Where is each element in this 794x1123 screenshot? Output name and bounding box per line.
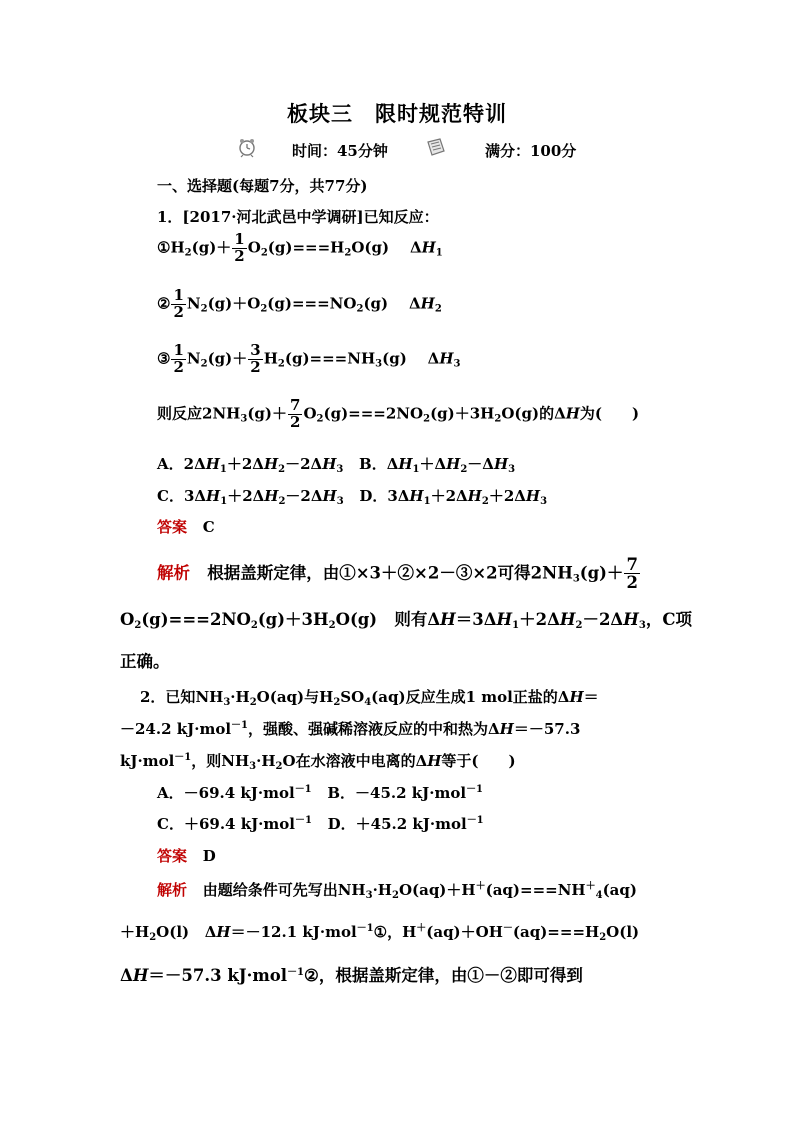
q2-analysis-line-2: $+H_2O(l)$ ΔH＝－12.1 kJ·mol$^{-1}$①，$H^+(aq)+OH^-(aq)===H_2O(l)$ [120, 923, 640, 943]
q2-answer [157, 845, 216, 866]
q2-option-a[interactable]: A．－69.4 kJ·mol$^{-1}$ [157, 784, 312, 802]
q1-option-a[interactable]: A．$2\Delta H_1+2\Delta H_2-2\Delta H_3$ [157, 455, 344, 475]
q2-analysis-text: 由题给条件可先写出 [202, 881, 338, 899]
q1-stem: 1．[2017·河北武邑中学调研]已知反应： [157, 208, 439, 226]
q1-option-c[interactable]: C．$3\Delta H_1+2\Delta H_2-2\Delta H_3$ [157, 487, 344, 507]
q2-option-b[interactable]: B．－45.2 kJ·mol$^{-1}$ [327, 784, 484, 802]
q1-analysis-line-1: 解析 根据盖斯定律，由①×3＋②×2－③×2可得$2NH_3(g)+$ $\frac{7}{2}$ [157, 555, 638, 593]
q2-analysis-tail: ，根据盖斯定律，由①－②即可得到 [318, 966, 583, 985]
q2-option-c[interactable]: C．＋69.4 kJ·mol$^{-1}$ [157, 815, 312, 833]
q2-answer-value: D [202, 847, 216, 865]
q1-analysis-line-2: $O_2(g)===2NO_2(g)+3H_2O(g)$ 则有$\Delta H=3\Delta H_1+2\Delta H_2-2\Delta H_3$，C项 [120, 610, 692, 631]
q2-analysis-label: 解析 [157, 881, 188, 899]
section-heading: 一、选择题(每题7分，共77分) [157, 177, 368, 195]
q1-options-row-2 [157, 485, 547, 506]
full-score: 满分：100分 [485, 142, 577, 160]
q2-options-row-1 [157, 782, 483, 803]
paper-icon [425, 136, 447, 158]
q1-option-d[interactable]: D．$3\Delta H_1+2\Delta H_2+2\Delta H_3$ [359, 487, 548, 507]
time-limit: 时间：45分钟 [292, 142, 388, 160]
q2-analysis-line-1: 解析 由题给条件可先写出$NH_3\cdot H_2O(aq)+H^+(aq)===NH^+_4(aq)$ [157, 881, 637, 901]
q2-option-d[interactable]: D．＋45.2 kJ·mol$^{-1}$ [327, 815, 484, 833]
q2-options-row-2 [157, 813, 484, 834]
q1-question: 则反应$2NH_3(g)+$ $\frac{7}{2}$ $O_2(g)===2NO_2(g)+3H_2O(g)$的ΔH为( ) [157, 396, 640, 431]
q1-analysis-text: 根据盖斯定律，由①×3＋②×2－③×2可得 [207, 563, 531, 583]
eq1-number: ① [157, 238, 171, 257]
q1-analysis-label: 解析 [157, 563, 190, 583]
q1-options-row-1 [157, 453, 515, 474]
q1-equation-3: ③ $\frac{1}{2}$ $N_2(g)+$ $\frac{3}{2}$ $H_2(g)===NH_3(g)$ $\Delta H_3$ [157, 341, 461, 376]
eq2-number: ② [157, 294, 171, 313]
q2-stem-prefix: 2．已知 [140, 688, 196, 706]
q2-stem-line-1: 2．已知$NH_3\cdot H_2O(aq)$与$H_2SO_4(aq)$反应生成1 mol正盐的ΔH＝ [140, 688, 599, 708]
q1-analysis-line-3: 正确。 [120, 652, 170, 671]
eq3-number: ③ [157, 349, 171, 368]
q1-ask-suffix: 为( ) [579, 404, 640, 423]
page-title: 板块三 限时规范特训 [287, 101, 507, 126]
q1-answer-label: 答案 [157, 518, 188, 536]
q1-answer [157, 516, 215, 537]
q1-option-b[interactable]: B．$\Delta H_1+\Delta H_2-\Delta H_3$ [359, 455, 516, 475]
q2-stem-line-2: －24.2 kJ·mol$^{-1}$，强酸、强碱稀溶液反应的中和热为ΔH＝－57.3 [120, 720, 581, 738]
q1-answer-value: C [202, 518, 215, 536]
clock-icon [236, 136, 258, 158]
q1-equation-2: ② $\frac{1}{2}$ $N_2(g)+O_2(g)===NO_2(g)$ $\Delta H_2$ [157, 286, 442, 321]
q2-analysis-line-3: ΔH＝－57.3 kJ·mol$^{-1}$②，根据盖斯定律，由①－②即可得到 [120, 966, 583, 985]
q2-stem-line-3: kJ·mol$^{-1}$，则$NH_3\cdot H_2O$在水溶液中电离的ΔH等于( ) [120, 752, 516, 772]
q1-equation-1: $①H_2(g)+$ $\frac{1}{2}$ $O_2(g)===H_2O(g)$ $\Delta H_1$ [157, 230, 443, 265]
q1-ask-prefix: 则反应 [157, 404, 203, 423]
q2-answer-label: 答案 [157, 847, 188, 865]
